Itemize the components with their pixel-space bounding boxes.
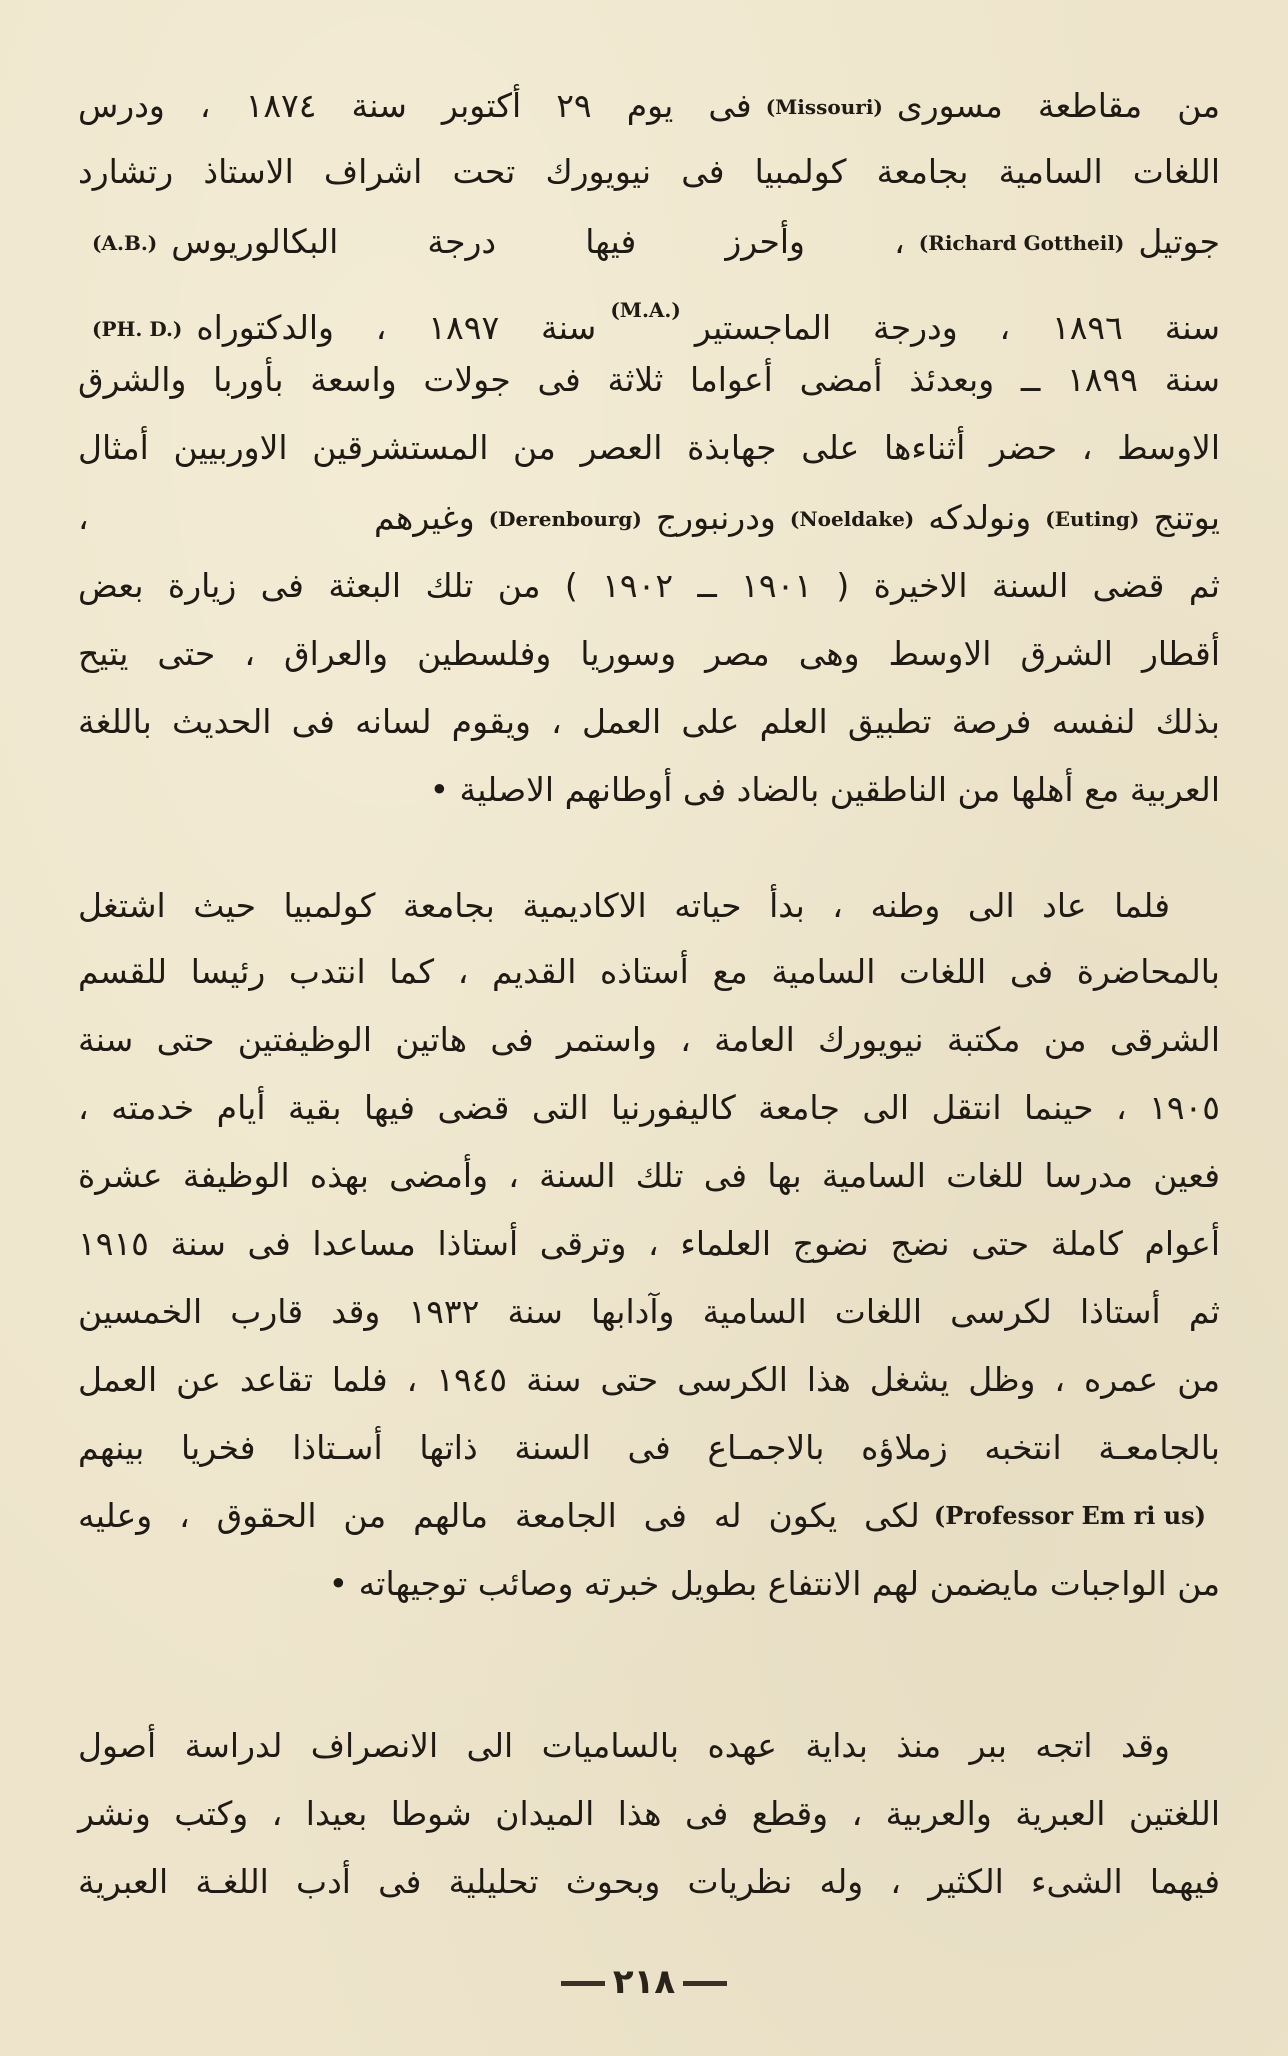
- text-segment: بالجامعـة انتخبه زملاؤه بالاجمـاع فى السنة ذاتها أسـتاذا فخريا بينهم: [78, 1428, 1220, 1467]
- text-segment: بذلك لنفسه فرصة تطبيق العلم على العمل ، ويقوم لسانه فى الحديث باللغة: [78, 702, 1220, 741]
- paragraph-3-line-2: [78, 1784, 1220, 1844]
- paragraph-2-line-6: [78, 1214, 1220, 1274]
- text-segment: العربية مع أهلها من الناطقين بالضاد فى أوطانهم الاصلية •: [429, 770, 1220, 809]
- paragraph-2-line-1: [78, 876, 1170, 936]
- text-segment: ، وأحرز فيها درجة البكالوريوس: [171, 222, 905, 261]
- page-number-value: ٢١٨: [612, 1962, 676, 2002]
- paragraph-1-line-3: [78, 212, 1220, 272]
- text-segment: ودرنبورج: [655, 498, 776, 537]
- paragraph-1-line-10: [78, 692, 1220, 752]
- text-segment: وغيرهم ،: [78, 498, 475, 537]
- text-segment: ونولدكه: [928, 498, 1032, 537]
- paragraph-1-line-2: [78, 142, 1220, 202]
- latin-term-euting: (Euting): [1045, 507, 1140, 531]
- text-segment: من الواجبات مايضمن لهم الانتفاع بطويل خبرته وصائب توجيهاته •: [328, 1564, 1220, 1603]
- text-segment: ١٩٠٥ ، حينما انتقل الى جامعة كاليفورنيا التى قضى فيها بقية أيام خدمته ،: [78, 1088, 1220, 1127]
- latin-term-professor-emeritus: (Professor Em ri us): [933, 1501, 1206, 1530]
- text-segment: سنة ١٨٩٧ ، والدكتوراه: [196, 308, 597, 347]
- text-segment: فلما عاد الى وطنه ، بدأ حياته الاكاديمية بجامعة كولمبيا حيث اشتغل: [78, 886, 1170, 925]
- text-segment: من عمره ، وظل يشغل هذا الكرسى حتى سنة ١٩٤٥ ، فلما تقاعد عن العمل: [78, 1360, 1220, 1399]
- paragraph-1-line-7: [78, 488, 1220, 548]
- paragraph-2-line-7: [78, 1282, 1220, 1342]
- paragraph-2-line-5: [78, 1146, 1220, 1206]
- text-segment: وقد اتجه ببر منذ بداية عهده بالساميات الى الانصراف لدراسة أصول: [78, 1726, 1170, 1765]
- text-segment: الشرقى من مكتبة نيويورك العامة ، واستمر فى هاتين الوظيفتين حتى سنة: [78, 1020, 1220, 1059]
- dash-decoration: [561, 1981, 605, 1986]
- paragraph-2-line-10: [78, 1486, 1220, 1546]
- paragraph-2-line-2: [78, 942, 1220, 1002]
- latin-term-ab: (A.B.): [92, 231, 158, 255]
- paragraph-1-line-4: [78, 280, 1221, 347]
- text-segment: اللغات السامية بجامعة كولمبيا فى نيويورك تحت اشراف الاستاذ رتشارد: [78, 152, 1220, 191]
- paragraph-3-line-1: [78, 1716, 1170, 1776]
- paragraph-2-line-3: [78, 1010, 1220, 1070]
- paragraph-2-line-4: [78, 1078, 1220, 1138]
- text-segment: ثم أستاذا لكرسى اللغات السامية وآدابها سنة ١٩٣٢ وقد قارب الخمسين: [78, 1292, 1220, 1331]
- paragraph-2-line-11: [78, 1554, 1220, 1614]
- paragraph-2-line-9: [78, 1418, 1220, 1478]
- text-segment: جوتيل: [1138, 222, 1220, 261]
- text-segment: بالمحاضرة فى اللغات السامية مع أستاذه القديم ، كما انتدب رئيسا للقسم: [78, 952, 1220, 991]
- latin-term-ma: (M.A.): [610, 298, 681, 322]
- paragraph-1-line-9: [78, 624, 1220, 684]
- paragraph-1-line-5: [78, 350, 1220, 410]
- paragraph-1-line-11: [78, 760, 1220, 820]
- text-segment: اللغتين العبرية والعربية ، وقطع فى هذا الميدان شوطا بعيدا ، وكتب ونشر: [78, 1794, 1220, 1833]
- page-number: [0, 1962, 1288, 2002]
- text-segment: ثم قضى السنة الاخيرة ( ١٩٠١ ــ ١٩٠٢ ) من تلك البعثة فى زيارة بعض: [78, 566, 1220, 605]
- latin-term-phd: (PH. D.): [92, 317, 183, 341]
- text-segment: أقطار الشرق الاوسط وهى مصر وسوريا وفلسطين والعراق ، حتى يتيح: [78, 634, 1220, 673]
- text-segment: فى يوم ٢٩ أكتوبر سنة ١٨٧٤ ، ودرس: [78, 86, 752, 125]
- text-segment: لكى يكون له فى الجامعة مالهم من الحقوق ، وعليه: [78, 1496, 920, 1535]
- paragraph-1-line-6: [78, 418, 1220, 478]
- text-segment: أعوام كاملة حتى نضج نضوج العلماء ، وترقى أستاذا مساعدا فى سنة ١٩١٥: [78, 1224, 1220, 1263]
- latin-term-noeldake: (Noeldake): [789, 507, 915, 531]
- text-segment: سنة ١٨٩٩ ــ وبعدئذ أمضى أعواما ثلاثة فى جولات واسعة بأوربا والشرق: [78, 360, 1220, 399]
- text-segment: سنة ١٨٩٦ ، ودرجة الماجستير: [694, 308, 1221, 347]
- paragraph-1-line-8: [78, 556, 1220, 616]
- text-segment: يوتنج: [1153, 498, 1220, 537]
- paragraph-2-line-8: [78, 1350, 1220, 1410]
- latin-term-derenbourg: (Derenbourg): [488, 507, 642, 531]
- latin-term-richard-gottheil: (Richard Gottheil): [918, 231, 1125, 255]
- latin-term-missouri: (Missouri): [765, 95, 883, 119]
- dash-decoration: [683, 1981, 727, 1986]
- text-segment: فيهما الشىء الكثير ، وله نظريات وبحوث تحليلية فى أدب اللغـة العبرية: [78, 1862, 1220, 1901]
- text-segment: فعين مدرسا للغات السامية بها فى تلك السنة ، وأمضى بهذه الوظيفة عشرة: [78, 1156, 1220, 1195]
- text-segment: الاوسط ، حضر أثناءها على جهابذة العصر من المستشرقين الاوربيين أمثال: [78, 428, 1220, 467]
- paragraph-3-line-3: [78, 1852, 1220, 1912]
- text-segment: من مقاطعة مسورى: [896, 86, 1220, 125]
- paragraph-1-line-1: [78, 76, 1220, 136]
